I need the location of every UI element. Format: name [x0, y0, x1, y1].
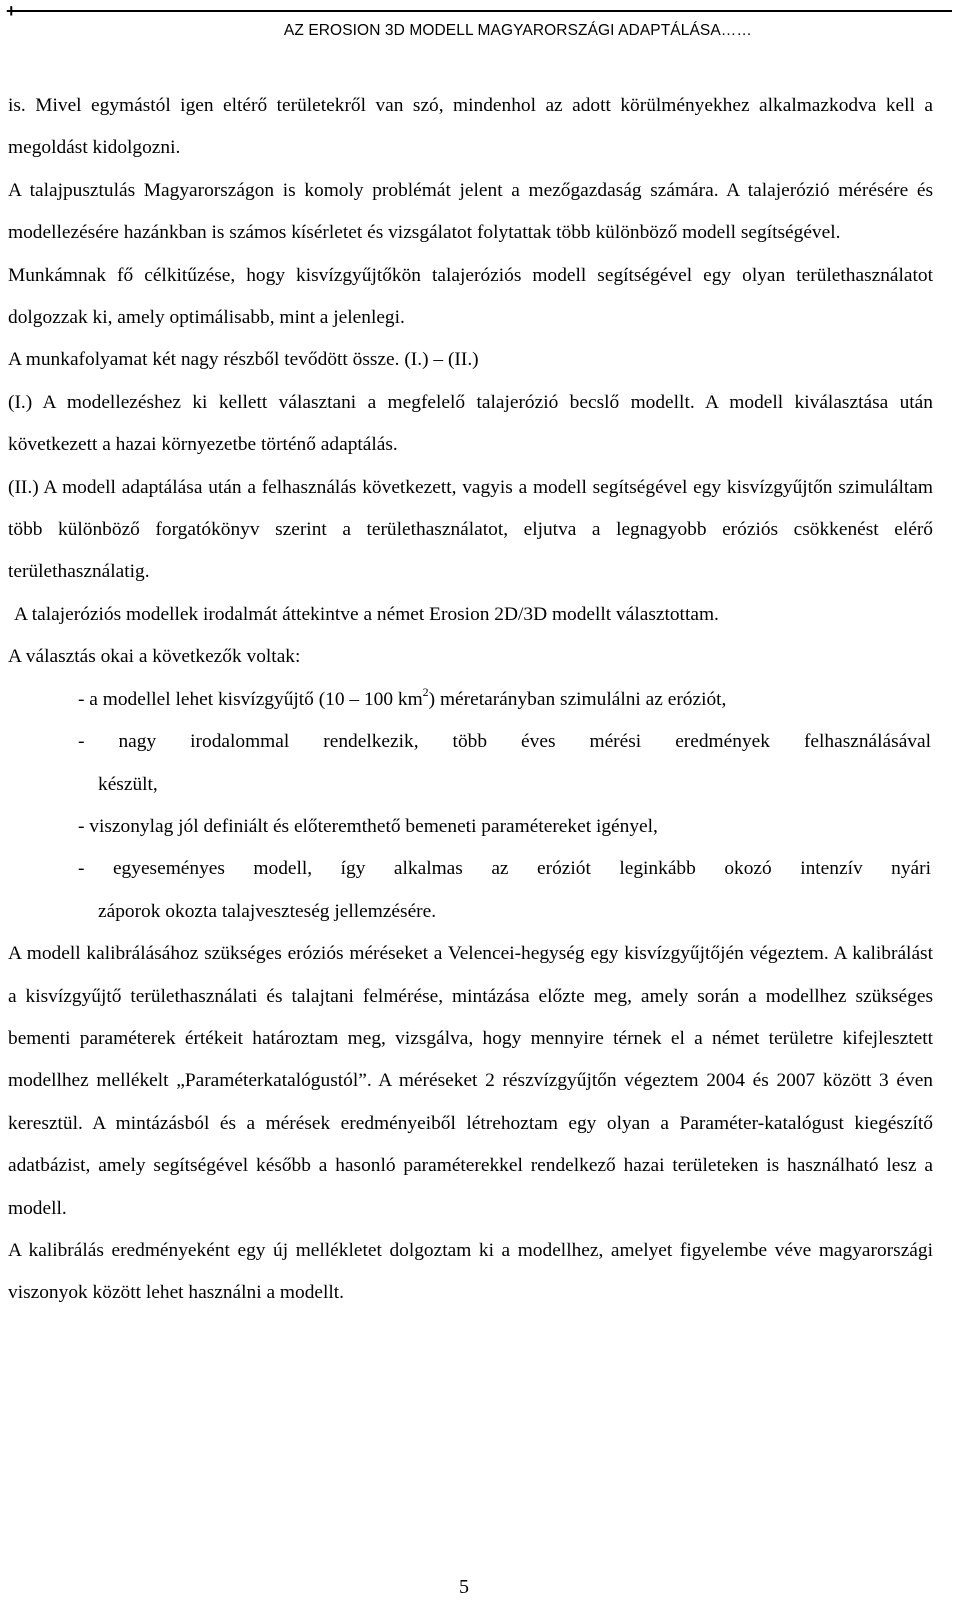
superscript-two: 2 [422, 684, 429, 699]
paragraph-soil-degradation: A talajpusztulás Magyarországon is komoly problémát jelent a mezőgazdaság számára. A talajerózió mérésére és modellezésére hazánkban is számos kísérletet és vizsgálatot folytattak több különböző modell segítségével. [8, 179, 933, 244]
page-number: 5 [459, 1576, 469, 1598]
header-crosshair-mark: + [6, 1, 17, 21]
bullet-item-single-event-continuation: záporok okozta talajveszteség jellemzésére. [98, 900, 437, 922]
paragraph-model-choice: A talajeróziós modellek irodalmát áttekintve a német Erosion 2D/3D modellt választottam. [14, 603, 719, 625]
bullet-item-literature: - nagy irodalommal rendelkezik, több éves mérési eredmények felhasználásával [78, 731, 931, 753]
bullet-text: - a modellel lehet kisvízgyűjtő (10 – 100 km [78, 688, 423, 710]
paragraph-calibration-result: A kalibrálás eredményeként egy új mellékletet dolgoztam ki a modellhez, amelyet figyelembe véve magyarországi viszonyok között lehet használni a modellt. [8, 1239, 933, 1304]
body-text [8, 85, 933, 1315]
paragraph-reasons-intro: A választás okai a következők voltak: [8, 646, 301, 668]
bullet-text: ) méretarányban szimulálni az eróziót, [428, 688, 727, 710]
running-header-title: AZ EROSION 3D MODELL MAGYARORSZÁGI ADAPTÁLÁSA…… [283, 22, 752, 39]
header-rule [8, 10, 952, 12]
paragraph-workflow: A munkafolyamat két nagy részből tevődött össze. (I.) – (II.) [8, 349, 479, 371]
bullet-item-single-event: - egyeseményes modell, így alkalmas az eróziót leginkább okozó intenzív nyári [78, 858, 931, 880]
paragraph-intro-continuation: is. Mivel egymástól igen eltérő területekről van szó, mindenhol az adott körülményekhez alkalmazkodva kell a megoldást kidolgozni. [8, 95, 933, 159]
paragraph-calibration: A modell kalibrálásához szükséges eróziós méréseket a Velencei-hegység egy kisvízgyűjtőjén végeztem. A kalibrálást a kisvízgyűjtő területhasználati és talajtani felmérése, mintázása előzte meg, amely során a modellhez szükséges bementi paraméterek értékeit határoztam meg, vizsgálva, hogy mennyire térnek el a német területre kifejlesztett modellhez mellékelt „Paraméterkatalógustól”. A méréseket 2 részvízgyűjtőn végeztem 2004 és 2007 között 3 éven keresztül. A mintázásból és a mérések eredményeiből létrehoztam egy olyan a Paraméter-katalógust kiegészítő adatbázist, amely segítségével később a hasonló paraméterekkel rendelkező hazai területeken is használható lesz a modell. [8, 943, 933, 1219]
bullet-item-parameters: - viszonylag jól definiált és előteremthető bemeneti paramétereket igényel, [78, 815, 658, 837]
paragraph-phase-one: (I.) A modellezéshez ki kellett választani a megfelelő talajerózió becslő modellt. A modell kiválasztása után következett a hazai környezetbe történő adaptálás. [8, 391, 933, 456]
paragraph-main-goal: Munkámnak fő célkitűzése, hogy kisvízgyűjtőkön talajeróziós modell segítségével egy olyan területhasználatot dolgozzak ki, amely optimálisabb, mint a jelenlegi. [8, 264, 933, 329]
bullet-item-catchment-scale [78, 679, 931, 721]
paragraph-phase-two: (II.) A modell adaptálása után a felhasználás következett, vagyis a modell segítségével egy kisvízgyűjtőn szimuláltam több különböző forgatókönyv szerint a területhasználatot, eljutva a legnagyobb eróziós csökkenést elérő területhasználatig. [8, 476, 933, 583]
bullet-item-literature-continuation: készült, [98, 773, 158, 795]
